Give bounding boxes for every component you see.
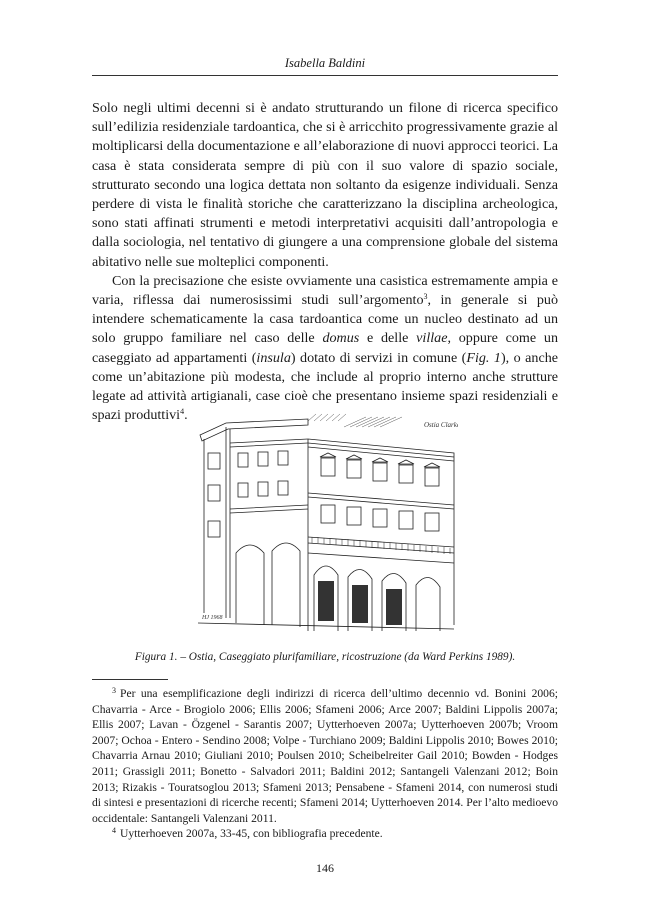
footnote-4: $^4$ Uytterhoeven 2007a, 33-45, con bibliografia precedente. [112,826,383,841]
page-number: 146 [316,861,334,875]
figure-reference[interactable]: Fig. 1 [466,349,501,366]
footnote-ref-3[interactable]: 3 [423,292,428,302]
figure-caption: Figura 1. – Ostia, Caseggiato plurifamiliare, ricostruzione (da Ward Perkins 1989). [134,651,516,663]
running-head: Isabella Baldini [284,56,366,70]
footnote-ref-4[interactable]: 4 [180,407,185,417]
handwritten-note: Ostia Clarke [424,421,458,429]
footnote-rule [92,679,168,680]
footnotes [92,686,558,842]
paragraph-1: Solo negli ultimi decenni si è andato strutturando un filone di ricerca specifico sull’edilizia residenziale tardoantica, che si è arricchito progressivamente grazie al moltiplicarsi della documentazione e all’elaborazione di nuovi approcci teorici. La casa è stata considerata sempre di più con il suo valore di spazio sociale, strutturato secondo una logica dettata non soltanto da esigenze individuali. Senza perdere di vista le finalità storiche che caratterizzano la disciplina archeologica, sono stati affinati strumenti e metodi interpretativi acquisiti dall’antropologia e dalla sociologia, nel tentativo di giungere a una comprensione globale del sistema abitativo nelle sue molteplici componenti. [92,100,558,270]
artist-mark: HJ 1968 [202,615,223,621]
footnote-number: 4 [112,826,116,836]
paragraph-2: Con la precisazione che esiste ovviamente una casistica estremamente ampia e varia, riflessa dai numerosissimi studi sull’argomento$^3$, in generale si può intendere schematicamente la casa tardoantica come un nucleo destinato ad un solo gruppo familiare nel caso delle domus e delle villae, oppure come un caseggiato ad appartamenti (insula) dotato di servizi in comune (Fig. 1), o anche come un’abitazione più modesta, che include al proprio interno anche strutture legate ad attività artigianali, case cioè che presentano insieme spazi residenziali e spazi produttivi$^4$. [92,272,559,424]
building-sketch [196,413,458,635]
main-text [92,99,558,425]
figure-1-drawing [196,413,458,635]
header-rule [92,75,558,76]
footnote-3: $^3$ Per una esemplificazione degli indirizzi di ricerca dell’ultimo decennio vd. Bonini 2006; Chavarria - Arce - Brogiolo 2006; Ellis 2006; Sfameni 2006; Arce 2007; Baldini Lippolis 2007a; Ellis 2007; Lavan - Özgenel - Sarantis 2007; Uytterhoeven 2007a; Uytterhoeven 2007b; Vroom 2007; Ochoa - Entero - Sendino 2008; Volpe - Turchiano 2009; Baldini Lippolis 2010; Bowes 2010; Chavarria Arnau 2010; Giuliani 2010; Poulsen 2010; Scheibelreiter Gail 2010; Bowden - Hodges 2011; Grassigli 2011; Bonetto - Salvadori 2011; Baldini 2012; Santangeli Valenzani 2012; Boin 2013; Rizakis - Touratsoglou 2013; Sfameni 2013; Pensabene - Sfameni 2014, con numerosi studi di sintesi e presentazioni di ricerche recenti; Sfameni 2014; Uytterhoeven 2014. Per l’alto medioevo occidentale: Santangeli Valenzani 2011. [92,686,558,825]
footnote-number: 3 [112,686,116,695]
